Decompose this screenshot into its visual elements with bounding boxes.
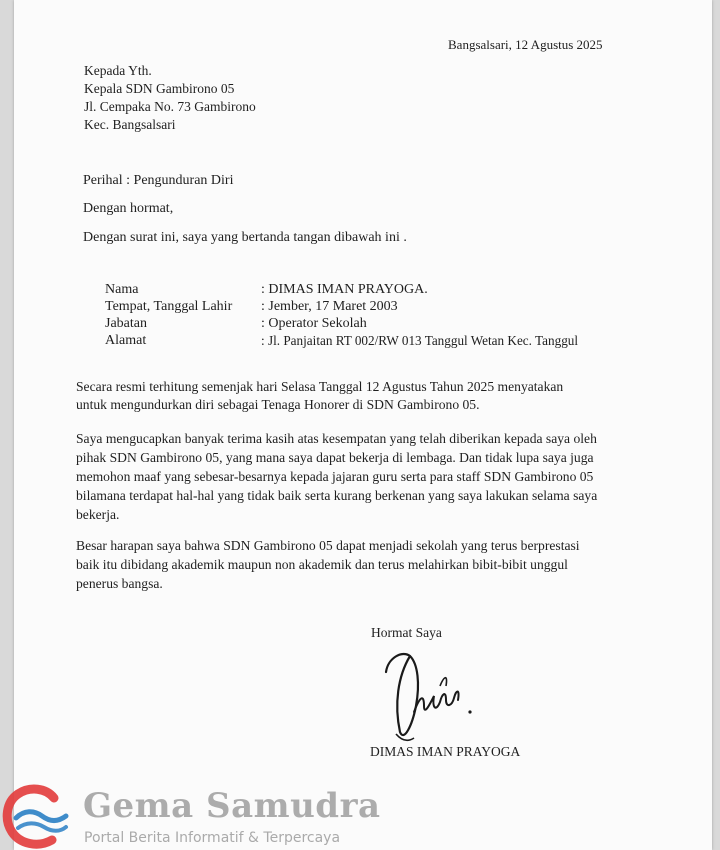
paragraph-line: Besar harapan saya bahwa SDN Gambirono 05 dapat menjadi sekolah yang terus berprestasi (76, 538, 580, 553)
recipient-line-1: Kepada Yth. (84, 63, 152, 78)
watermark-tagline: Portal Berita Informatif & Terpercaya (84, 830, 341, 846)
paragraph-line: memohon maaf yang sebesar-besarnya kepada jajaran guru serta para staff SDN Gambirono 05 (76, 469, 594, 484)
paragraph-line: penerus bangsa. (76, 576, 163, 591)
identity-label: Alamat (105, 333, 147, 348)
gema-samudra-logo-icon (0, 780, 72, 850)
paragraph-line: baik itu dibidang akademik maupun non akademik dan terus melahirkan bibit-bibit unggul (76, 557, 568, 572)
paragraph-line: Secara resmi terhitung semenjak hari Selasa Tanggal 12 Agustus Tahun 2025 menyatakan (76, 379, 564, 394)
letter-subject: Perihal : Pengunduran Diri (83, 173, 234, 188)
resignation-letter (14, 0, 712, 850)
identity-value: : Jember, 17 Maret 2003 (261, 299, 398, 314)
identity-label: Nama (105, 282, 139, 297)
identity-label: Tempat, Tanggal Lahir (105, 299, 233, 314)
identity-value: : DIMAS IMAN PRAYOGA. (261, 282, 428, 297)
recipient-line-2: Kepala SDN Gambirono 05 (84, 81, 235, 96)
recipient-line-3: Jl. Cempaka No. 73 Gambirono (84, 99, 256, 114)
place-date: Bangsalsari, 12 Agustus 2025 (448, 37, 603, 52)
paragraph-line: pihak SDN Gambirono 05, yang mana saya dapat bekerja di lembaga. Dan tidak lupa saya juga (76, 450, 594, 465)
identity-label: Jabatan (105, 316, 147, 331)
letter-page (14, 0, 712, 850)
letter-intro: Dengan surat ini, saya yang bertanda tangan dibawah ini . (83, 230, 407, 245)
paragraph-line: untuk mengundurkan diri sebagai Tenaga Honorer di SDN Gambirono 05. (76, 397, 480, 412)
letter-greeting: Dengan hormat, (83, 201, 174, 216)
identity-value: : Jl. Panjaitan RT 002/RW 013 Tanggul Wetan Kec. Tanggul (261, 333, 579, 348)
watermark-brand: Gema Samudra (83, 786, 381, 826)
recipient-line-4: Kec. Bangsalsari (84, 117, 176, 132)
paragraph-line: bekerja. (76, 507, 120, 522)
paragraph-line: Saya mengucapkan banyak terima kasih atas kesempatan yang telah diberikan kepada saya oleh (76, 431, 597, 446)
signer-name: DIMAS IMAN PRAYOGA (370, 744, 521, 759)
closing-text: Hormat Saya (371, 625, 442, 640)
signature-icon (374, 646, 484, 742)
paragraph-line: bilamana terdapat hal-hal yang tidak baik serta kurang berkenan yang saya lakukan selama saya (76, 488, 598, 503)
identity-value: : Operator Sekolah (261, 316, 367, 331)
